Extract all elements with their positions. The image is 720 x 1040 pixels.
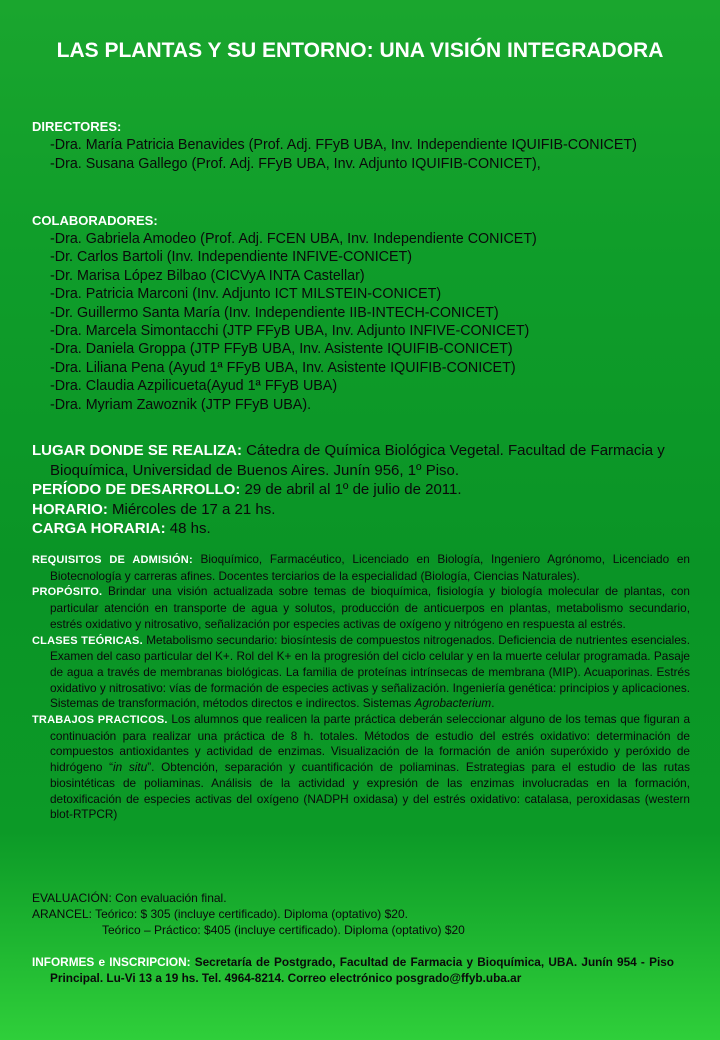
colaboradores-section [32, 212, 697, 414]
colaborador-item: -Dr. Carlos Bartoli (Inv. Independiente INFIVE-CONICET) [50, 249, 413, 266]
colaborador-item: -Dra. Myriam Zawoznik (JTP FFyB UBA). [50, 396, 312, 413]
page-title: LAS PLANTAS Y SU ENTORNO: UNA VISIÓN INTEGRADORA [56, 39, 664, 62]
horario-text: Miércoles de 17 a 21 hs. [107, 500, 276, 518]
trabajos-label: TRABAJOS PRACTICOS. [32, 714, 168, 727]
proposito-label: PROPÓSITO. [32, 586, 103, 599]
directores-label: DIRECTORES: [32, 119, 122, 134]
informes-text: Secretaría de Postgrado, Facultad de Farmacia y Bioquímica, UBA. Junín 954 - Piso Principal. Lu-Vi 13 a 19 hs. Tel. 4964-8214. Correo electrónico posgrado@ffyb.uba.ar [50, 955, 674, 985]
colaborador-item: -Dra. Patricia Marconi (Inv. Adjunto ICT MILSTEIN-CONICET) [50, 286, 442, 303]
periodo-line [32, 480, 672, 500]
periodo-label: PERÍODO DE DESARROLLO: [32, 481, 241, 498]
trabajos-italic: in situ [113, 760, 148, 775]
directores-section [32, 118, 697, 173]
requisitos-text: Bioquímico, Farmacéutico, Licenciado en Biología, Ingeniero Agrónomo, Licenciado en Biotecnología y carreras afines. Docentes terciarios de la especialidad (Biología, Ciencias Naturales). [50, 552, 690, 583]
horario-line [32, 500, 672, 520]
carga-line [32, 519, 672, 539]
colaborador-item: -Dra. Gabriela Amodeo (Prof. Adj. FCEN UBA, Inv. Independiente CONICET) [50, 231, 537, 247]
lugar-line [32, 441, 672, 480]
director-item: -Dra. María Patricia Benavides (Prof. Adj. FFyB UBA, Inv. Independiente IQUIFIB-CONICET) [50, 137, 637, 153]
proposito-text: Brindar una visión actualizada sobre temas de bioquímica, fisiología y biología molecular de plantas, con particular atención en transporte de agua y solutos, producción de anticuerpos en plantas, metabolismo secundario, estrés oxidativo y nitrosativo, señalización por especies activas de oxígeno y nitrógeno en respuesta al estrés. [50, 584, 690, 631]
informes-section [32, 954, 674, 986]
informes-paragraph [32, 954, 674, 986]
informes-label: INFORMES e INSCRIPCION: [32, 955, 191, 969]
trabajos-text: Los alumnos que realicen la parte práctica deberán seleccionar alguno de los temas que figuran a continuación para realizar una práctica de 8 h. totales. Métodos de estudio del estrés oxidativo: determinación de compuestos antioxidantes y actividad de enzimas. Visualización de la formación de anión superóxido y peróxido de hidrógeno “ [50, 712, 691, 775]
colaborador-item: -Dra. Daniela Groppa (JTP FFyB UBA, Inv. Asistente IQUIFIB-CONICET) [50, 341, 513, 358]
arancel-line-2: Teórico – Práctico: $405 (incluye certificado). Diploma (optativo) $20 [102, 923, 465, 937]
requisitos-label: REQUISITOS DE ADMISIÓN: [32, 554, 193, 566]
arancel-line-1: ARANCEL: Teórico: $ 305 (incluye certificado). Diploma (optativo) $20. [32, 907, 408, 921]
clases-label: CLASES TEÓRICAS. [32, 634, 143, 647]
carga-text: 48 hs. [165, 520, 211, 537]
details-section [32, 552, 690, 823]
clases-paragraph [32, 633, 690, 713]
evaluacion-line: EVALUACIÓN: Con evaluación final. [32, 891, 227, 905]
colaborador-item: -Dra. Liliana Pena (Ayud 1ª FFyB UBA, Inv. Asistente IQUIFIB-CONICET) [50, 359, 516, 376]
course-info-section [32, 441, 672, 539]
proposito-paragraph [32, 584, 690, 632]
colaborador-item: -Dr. Guillermo Santa María (Inv. Independiente IIB-INTECH-CONICET) [50, 304, 499, 321]
colaborador-item: -Dra. Claudia Azpilicueta(Ayud 1ª FFyB UBA) [50, 378, 338, 395]
horario-label: HORARIO: [32, 500, 108, 518]
colaboradores-label: COLABORADORES: [32, 213, 158, 228]
evaluacion-section [32, 890, 697, 938]
clases-text: Metabolismo secundario: biosíntesis de compuestos nitrogenados. Deficiencia de nutrientes esenciales. Examen del caso particular del K+. Rol del K+ en la progresión del ciclo celular y en la muerte celular programada. Pasaje de agua a través de membranas biológicas. La familia de proteínas intrínsecas de membrana (MIP). Acuaporinas. Estrés oxidativo y nitrosativo: vías de formación de especies activas y señalización. Ingeniería genética: principios y aplicaciones. Sistemas de transformación, métodos directos e indirectos. Sistemas [50, 632, 690, 711]
clases-italic: Agrobacterium [414, 696, 492, 711]
lugar-text: Cátedra de Química Biológica Vegetal. Facultad de Farmacia y Bioquímica, Universidad de Buenos Aires. Junín 956, 1º Piso. [50, 442, 665, 479]
colaborador-item: -Dra. Marcela Simontacchi (JTP FFyB UBA, Inv. Adjunto INFIVE-CONICET) [50, 323, 530, 340]
lugar-label: LUGAR DONDE SE REALIZA: [32, 442, 242, 459]
requisitos-paragraph [32, 552, 690, 584]
periodo-text: 29 de abril al 1º de julio de 2011. [240, 481, 462, 498]
trabajos-end: ”. Obtención, separación y cuantificación de poliaminas. Estrategias para el estudio de las rutas biosintéticas de poliaminas. Análisis de la actividad y expresión de las enzimas involucradas en la formación, detoxificación de especies activas del oxígeno (NADPH oxidasa) y del estrés oxidativo: catalasa, peroxidasas (western blot-RTPCR) [50, 760, 690, 822]
director-item: -Dra. Susana Gallego (Prof. Adj. FFyB UBA, Inv. Adjunto IQUIFIB-CONICET), [50, 155, 541, 172]
trabajos-paragraph [32, 712, 690, 823]
carga-label: CARGA HORARIA: [32, 520, 166, 537]
colaborador-item: -Dr. Marisa López Bilbao (CICVyA INTA Castellar) [50, 267, 365, 284]
clases-end: . [491, 696, 495, 711]
